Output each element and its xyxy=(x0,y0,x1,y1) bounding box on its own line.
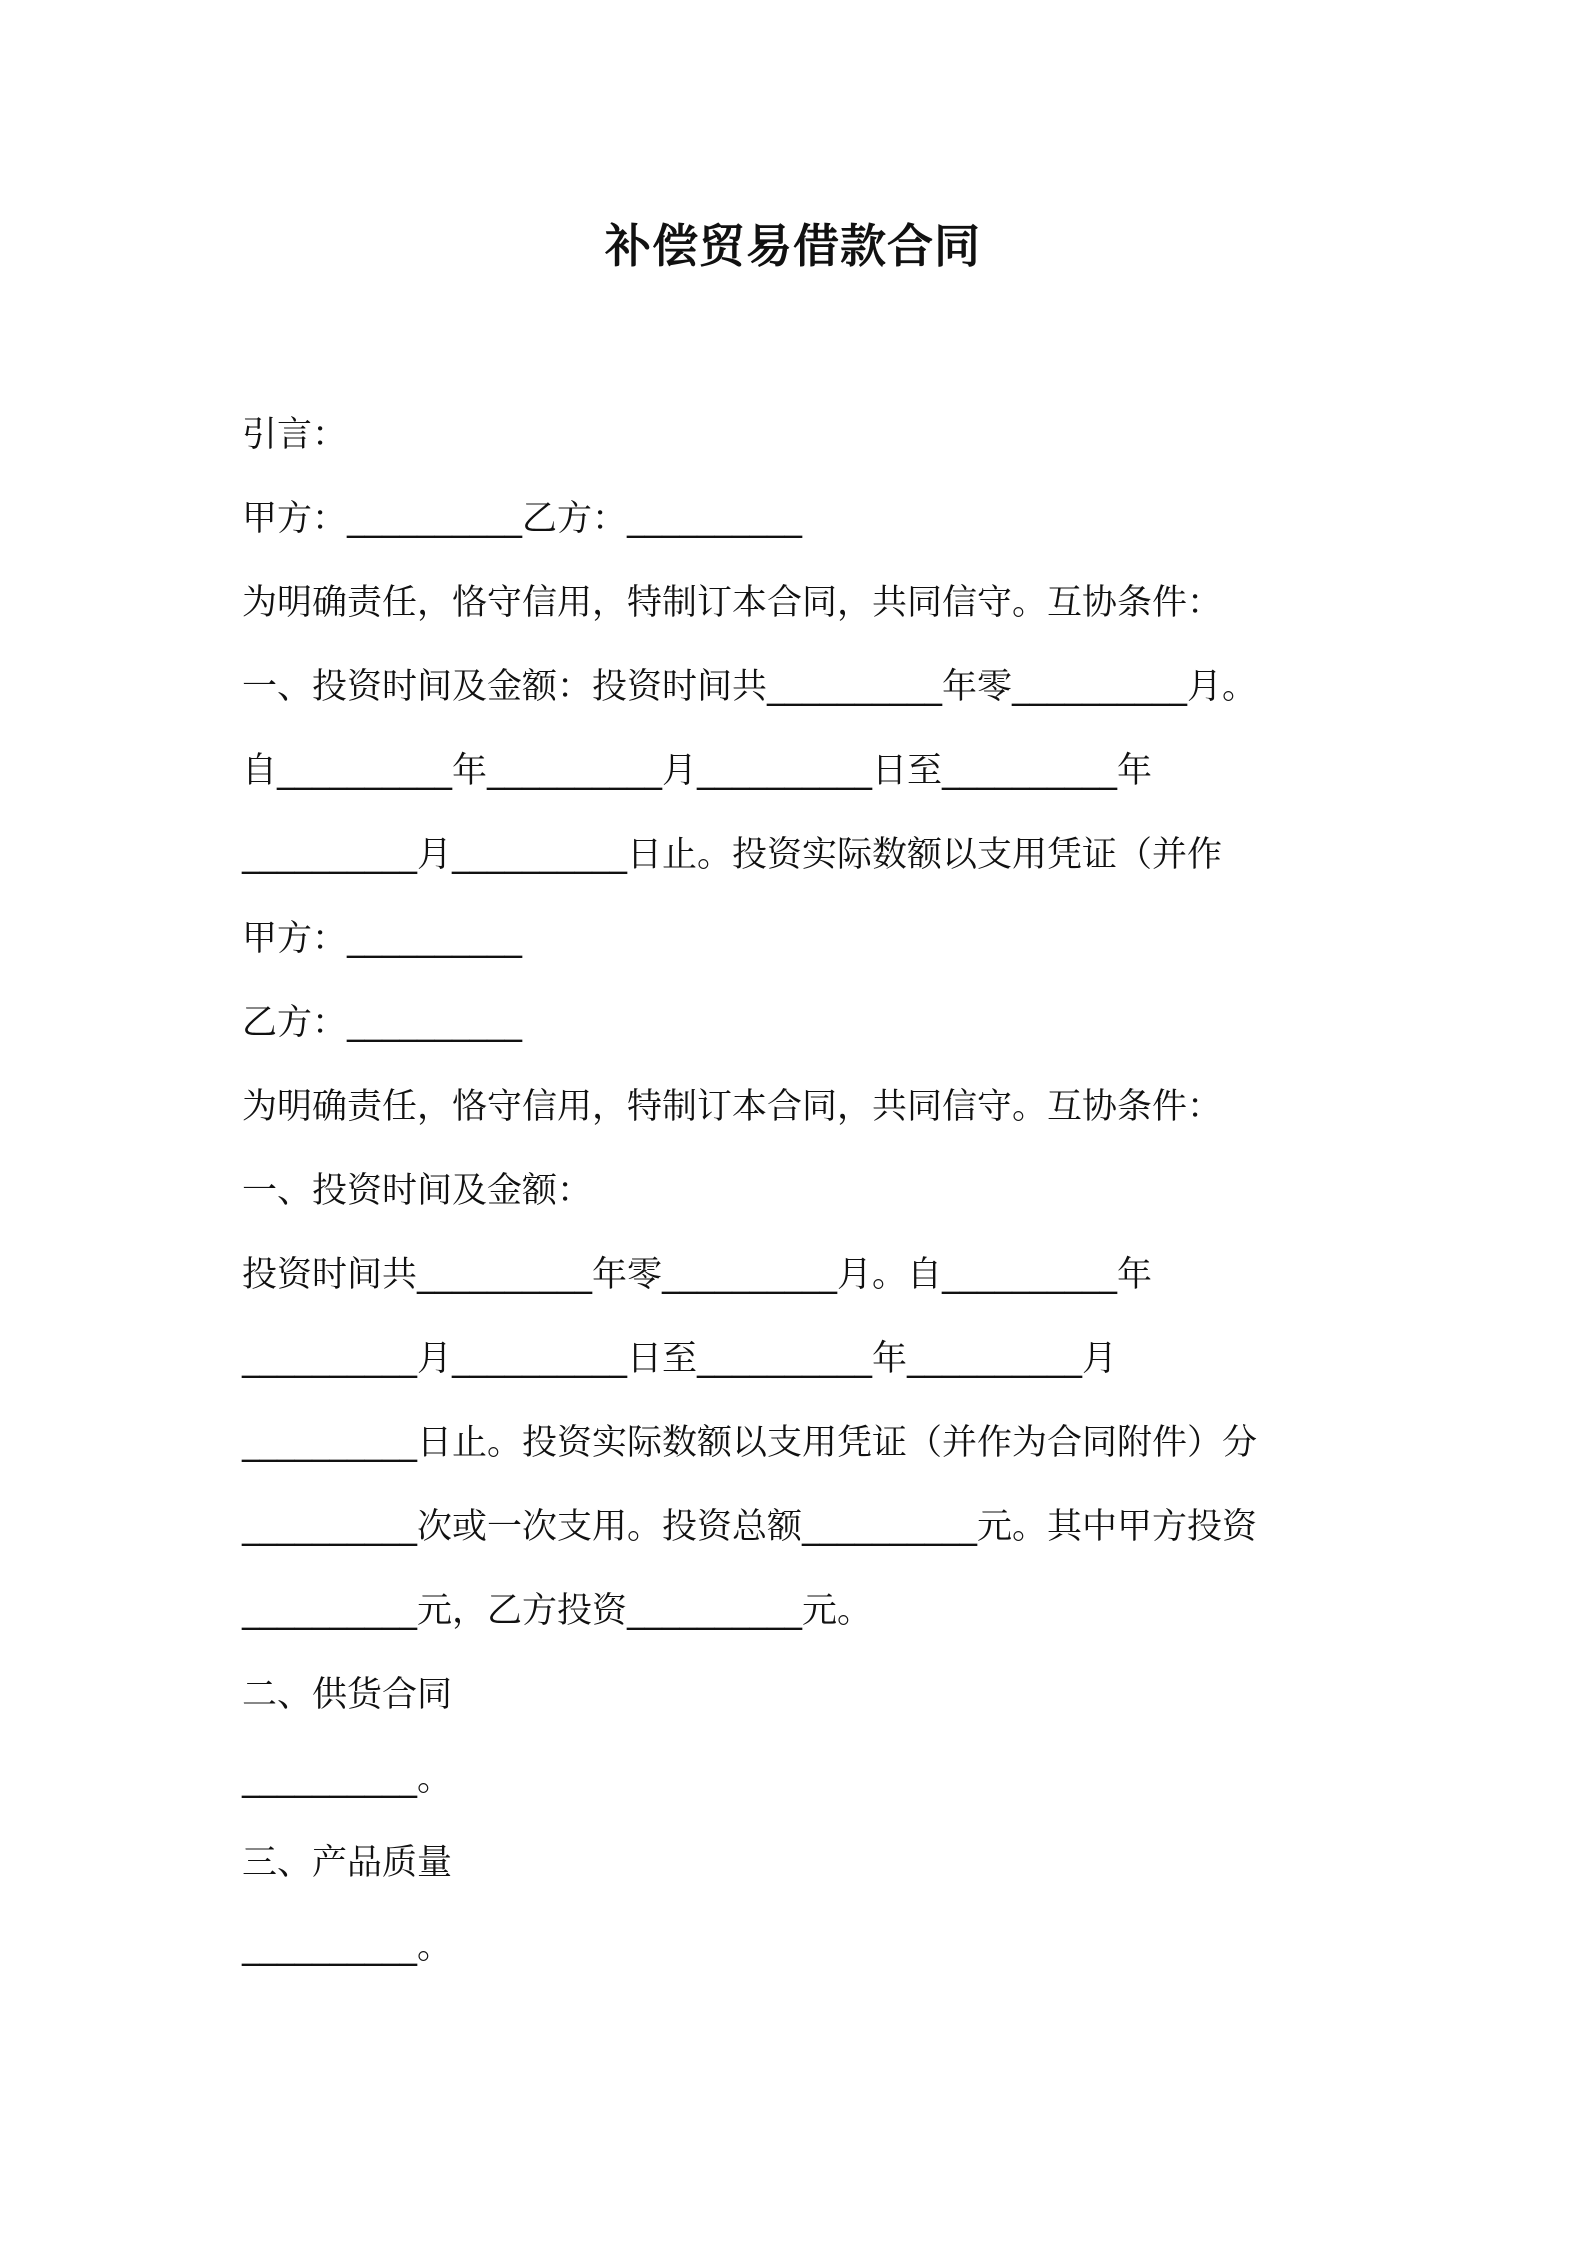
period-end-line: __________月__________日止。投资实际数额以支用凭证（并作 xyxy=(242,835,1223,875)
investment-total-line: __________次或一次支用。投资总额__________元。其中甲方投资 xyxy=(242,1507,1258,1547)
document-title: 补偿贸易借款合同 xyxy=(605,219,981,273)
section-1-line: 一、投资时间及金额：投资时间共__________年零__________月。 xyxy=(242,667,1258,707)
section-2-blank: __________。 xyxy=(242,1759,453,1799)
investment-split-line: __________元，乙方投资__________元。 xyxy=(242,1591,873,1631)
period-line: 自__________年__________月__________日至__________年 xyxy=(242,751,1153,791)
section-3-blank: __________。 xyxy=(242,1927,453,1967)
investment-period-line: __________月__________日至__________年__________月 xyxy=(242,1339,1118,1379)
intro-label: 引言： xyxy=(242,415,348,455)
section-1-heading: 一、投资时间及金额： xyxy=(242,1171,593,1211)
document-body xyxy=(242,405,1352,2001)
parties-line: 甲方：__________乙方：__________ xyxy=(242,499,803,539)
section-2-heading: 二、供货合同 xyxy=(242,1675,453,1715)
investment-amount-line: __________日止。投资实际数额以支用凭证（并作为合同附件）分 xyxy=(242,1423,1258,1463)
preamble-line: 为明确责任，恪守信用，特制订本合同，共同信守。互协条件： xyxy=(242,583,1223,623)
investment-time-line: 投资时间共__________年零__________月。自__________年 xyxy=(242,1255,1153,1295)
section-3-heading: 三、产品质量 xyxy=(242,1843,453,1883)
party-b-line: 乙方：__________ xyxy=(242,1003,523,1043)
party-a-line: 甲方：__________ xyxy=(242,919,523,959)
preamble-line-repeat: 为明确责任，恪守信用，特制订本合同，共同信守。互协条件： xyxy=(242,1087,1223,1127)
